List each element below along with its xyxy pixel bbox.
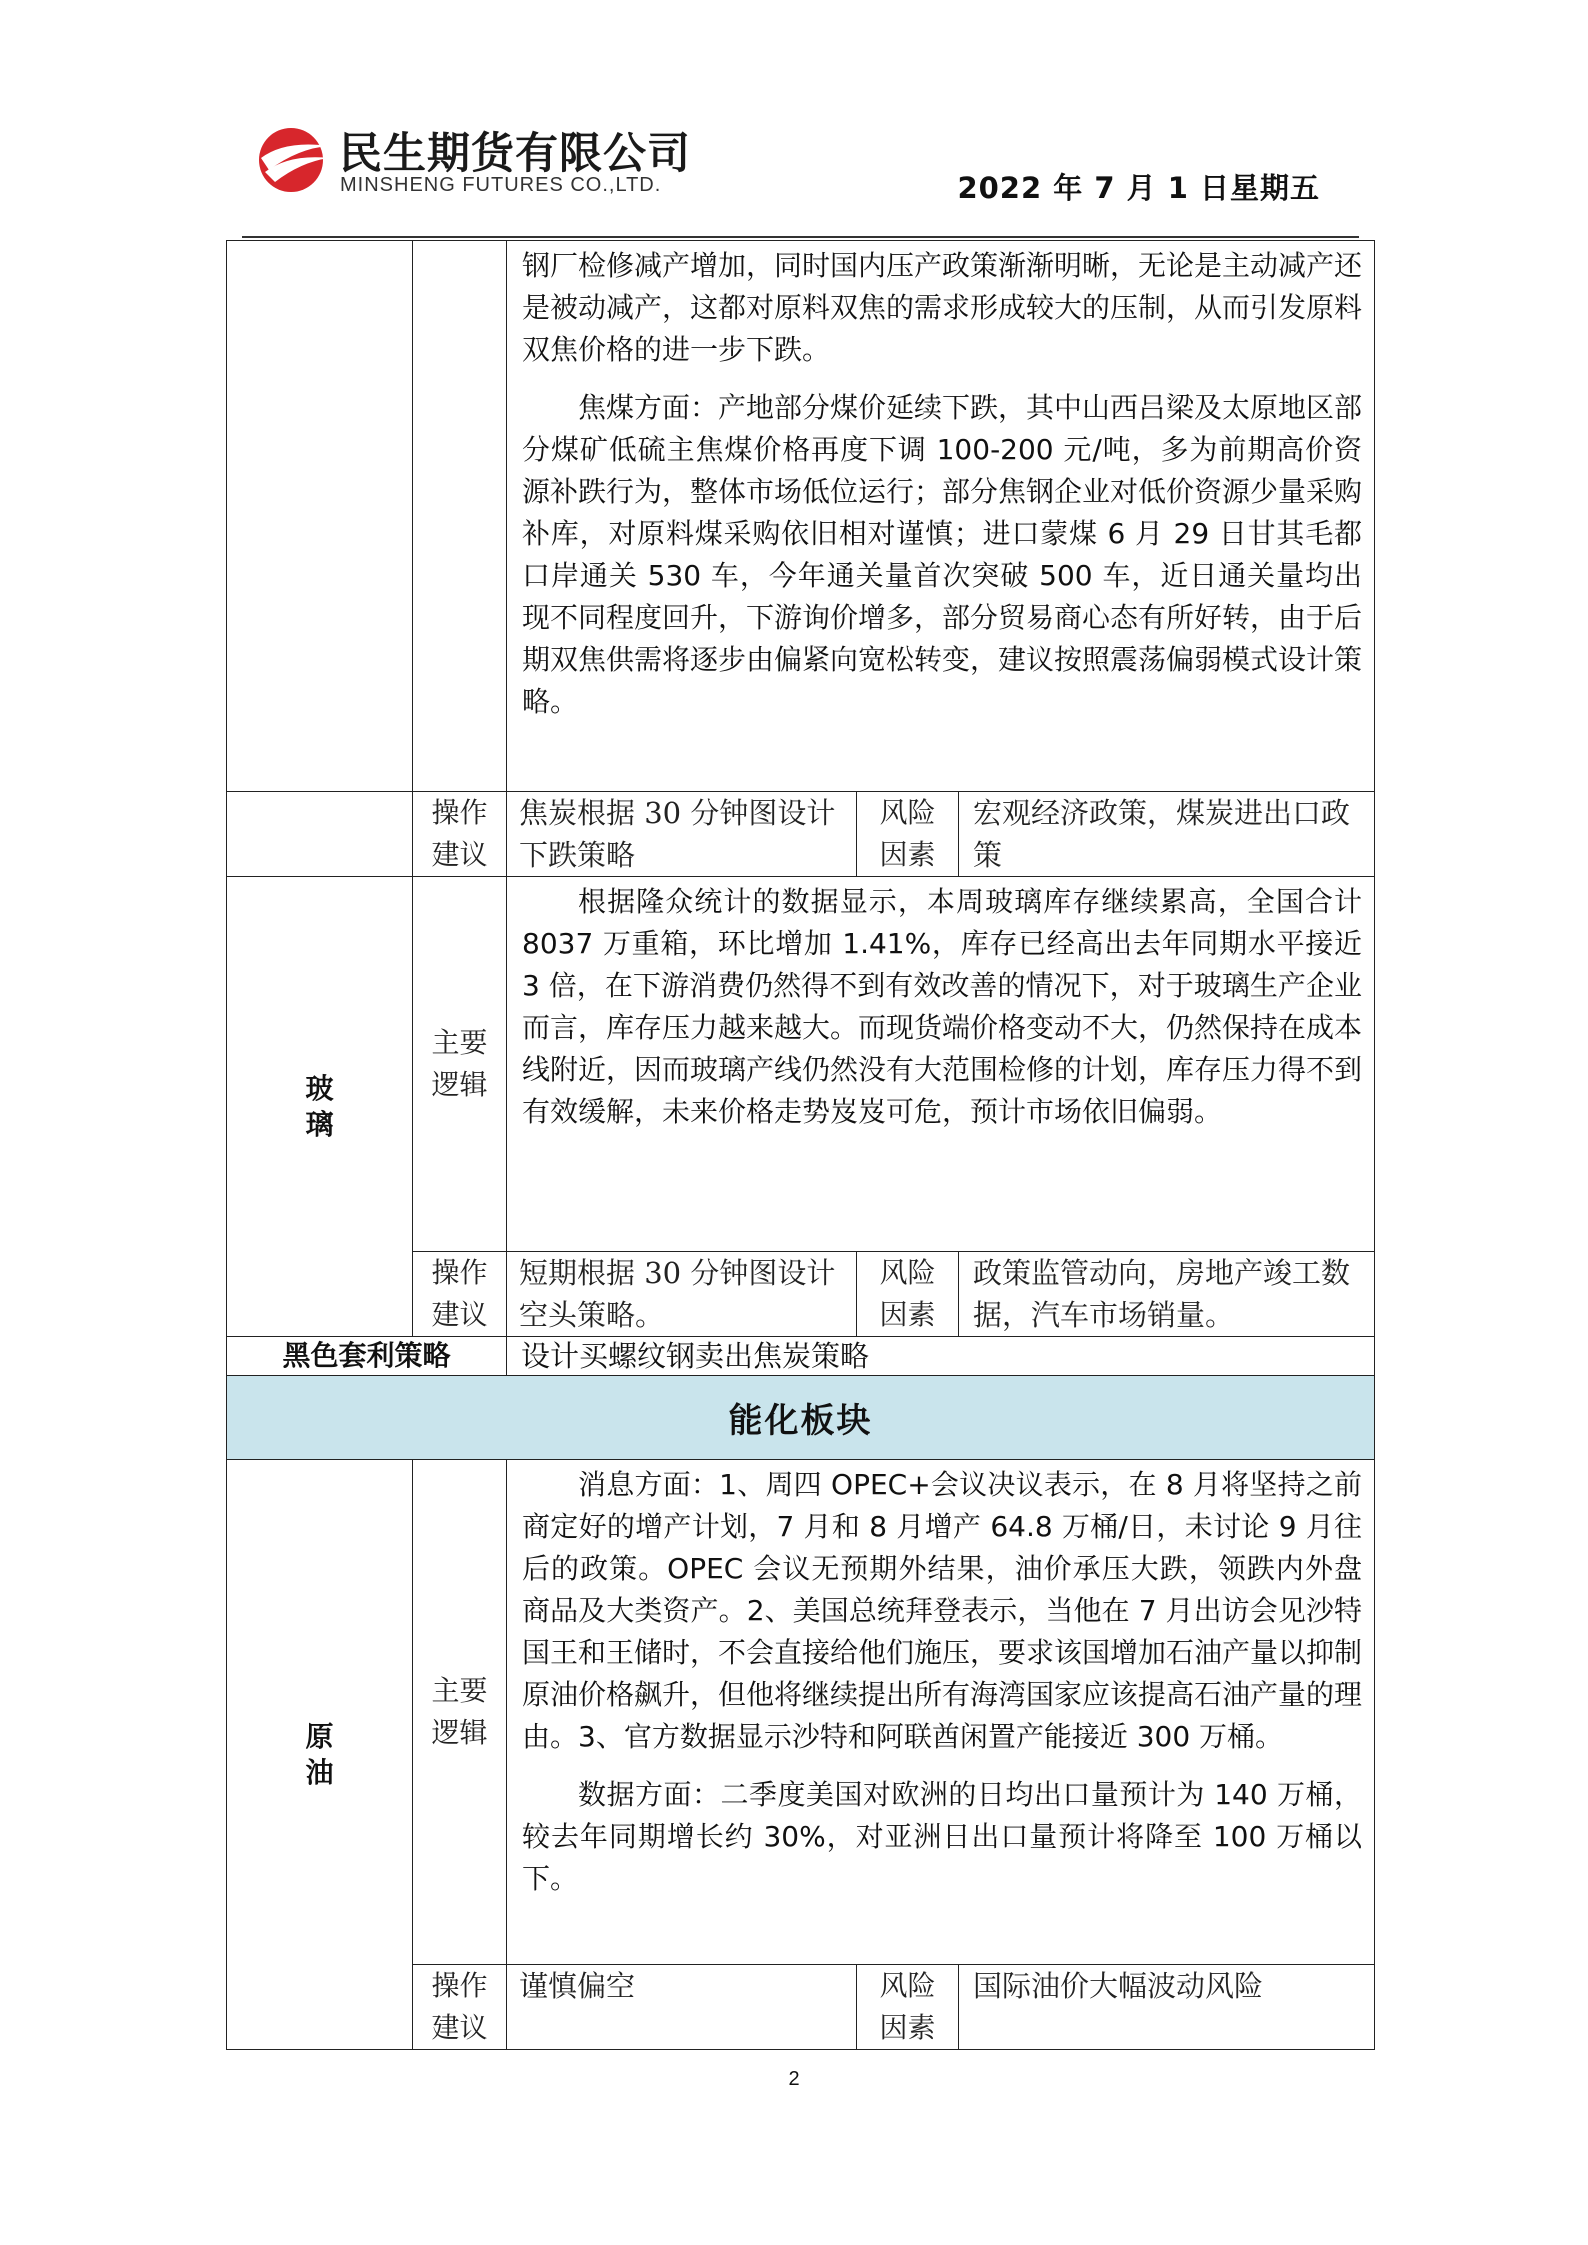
company-name-en: MINSHENG FUTURES CO.,LTD. xyxy=(340,174,662,196)
glass-risk-label: 风险因素 xyxy=(857,1252,959,1337)
crude-logic-row xyxy=(227,1460,1375,1965)
coke-op-label: 操作建议 xyxy=(413,792,507,877)
glass-category xyxy=(227,877,413,1337)
coke-category-cell-2 xyxy=(227,792,413,877)
report-date: 2022 年 7 月 1 日星期五 xyxy=(957,171,1320,205)
coke-op-value: 焦炭根据 30 分钟图设计下跌策略 xyxy=(507,792,857,877)
crude-op-label: 操作建议 xyxy=(413,1965,507,2050)
glass-risk-value: 政策监管动向，房地产竣工数据，汽车市场销量。 xyxy=(959,1252,1375,1337)
crude-paragraph-2: 数据方面：二季度美国对欧洲的日均出口量预计为 140 万桶，较去年同期增长约 30%，对亚洲日出口量预计将降至 100 万桶以下。 xyxy=(522,1778,1363,1895)
minsheng-logo-icon xyxy=(255,118,335,198)
glass-logic-row xyxy=(227,877,1375,1252)
glass-paragraph: 根据隆众统计的数据显示，本周玻璃库存继续累高，全国合计 8037 万重箱，环比增加 1.41%，库存已经高出去年同期水平接近 3 倍，在下游消费仍然得不到有效改善的情况下，对于玻璃生产企业而言，库存压力越来越大。而现货端价格变动不大，仍然保持在成本线附近，因而玻璃产线仍然没有大范围检修的计划，库存压力得不到有效缓解，未来价格走势岌岌可危，预计市场依旧偏弱。 xyxy=(522,885,1363,1128)
glass-logic-label: 主要逻辑 xyxy=(413,877,507,1252)
glass-op-label: 操作建议 xyxy=(413,1252,507,1337)
coke-logic-label-cell xyxy=(413,241,507,792)
coke-paragraph-1: 钢厂检修减产增加，同时国内压产政策渐渐明晰，无论是主动减产还是被动减产，这都对原料双焦的需求形成较大的压制，从而引发原料双焦价格的进一步下跌。 xyxy=(522,249,1363,366)
coke-category-cell xyxy=(227,241,413,792)
coke-operation-row xyxy=(227,792,1375,877)
glass-name: 玻璃 xyxy=(305,1071,334,1141)
energy-section-title: 能化板块 xyxy=(227,1376,1375,1460)
crude-risk-value: 国际油价大幅波动风险 xyxy=(959,1965,1375,2050)
coke-paragraph-2: 焦煤方面：产地部分煤价延续下跌，其中山西吕梁及太原地区部分煤矿低硫主焦煤价格再度下调 100-200 元/吨，多为前期高价资源补跌行为，整体市场低位运行；部分焦钢企业对低价资源少量采购补库，对原料煤采购依旧相对谨慎；进口蒙煤 6 月 29 日甘其毛都口岸通关 530 车，今年通关量首次突破 500 车，近日通关量均出现不同程度回升，下游询价增多，部分贸易商心态有所好转，由于后期双焦供需将逐步由偏紧向宽松转变，建议按照震荡偏弱模式设计策略。 xyxy=(522,391,1363,718)
coke-risk-label: 风险因素 xyxy=(857,792,959,877)
crude-name: 原油 xyxy=(305,1719,334,1789)
header-divider xyxy=(242,236,1359,238)
page-number: 2 xyxy=(788,2068,800,2090)
company-name-cn: 民生期货有限公司 xyxy=(339,129,691,179)
crude-risk-label: 风险因素 xyxy=(857,1965,959,2050)
coke-logic-text xyxy=(507,241,1375,792)
arbitrage-label: 黑色套利策略 xyxy=(227,1337,507,1376)
coke-risk-value: 宏观经济政策，煤炭进出口政策 xyxy=(959,792,1375,877)
arbitrage-value: 设计买螺纹钢卖出焦炭策略 xyxy=(507,1337,1375,1376)
crude-op-value: 谨慎偏空 xyxy=(507,1965,857,2050)
glass-op-value: 短期根据 30 分钟图设计空头策略。 xyxy=(507,1252,857,1337)
coke-logic-row xyxy=(227,241,1375,792)
arbitrage-row xyxy=(227,1337,1375,1376)
strategy-table xyxy=(226,240,1375,2050)
energy-section-row xyxy=(227,1376,1375,1460)
crude-category xyxy=(227,1460,413,2050)
crude-logic-label: 主要逻辑 xyxy=(413,1460,507,1965)
crude-logic-text xyxy=(507,1460,1375,1965)
glass-logic-text xyxy=(507,877,1375,1252)
crude-paragraph-1: 消息方面：1、周四 OPEC+会议决议表示，在 8 月将坚持之前商定好的增产计划，7 月和 8 月增产 64.8 万桶/日，未讨论 9 月往后的政策。OPEC 会议无预期外结果，油价承压大跌，领跌内外盘商品及大类资产。2、美国总统拜登表示，当他在 7 月出访会见沙特国王和王储时，不会直接给他们施压，要求该国增加石油产量以抑制原油价格飙升，但他将继续提出所有海湾国家应该提高石油产量的理由。3、官方数据显示沙特和阿联酋闲置产能接近 300 万桶。 xyxy=(522,1468,1363,1753)
company-logo xyxy=(255,118,725,198)
